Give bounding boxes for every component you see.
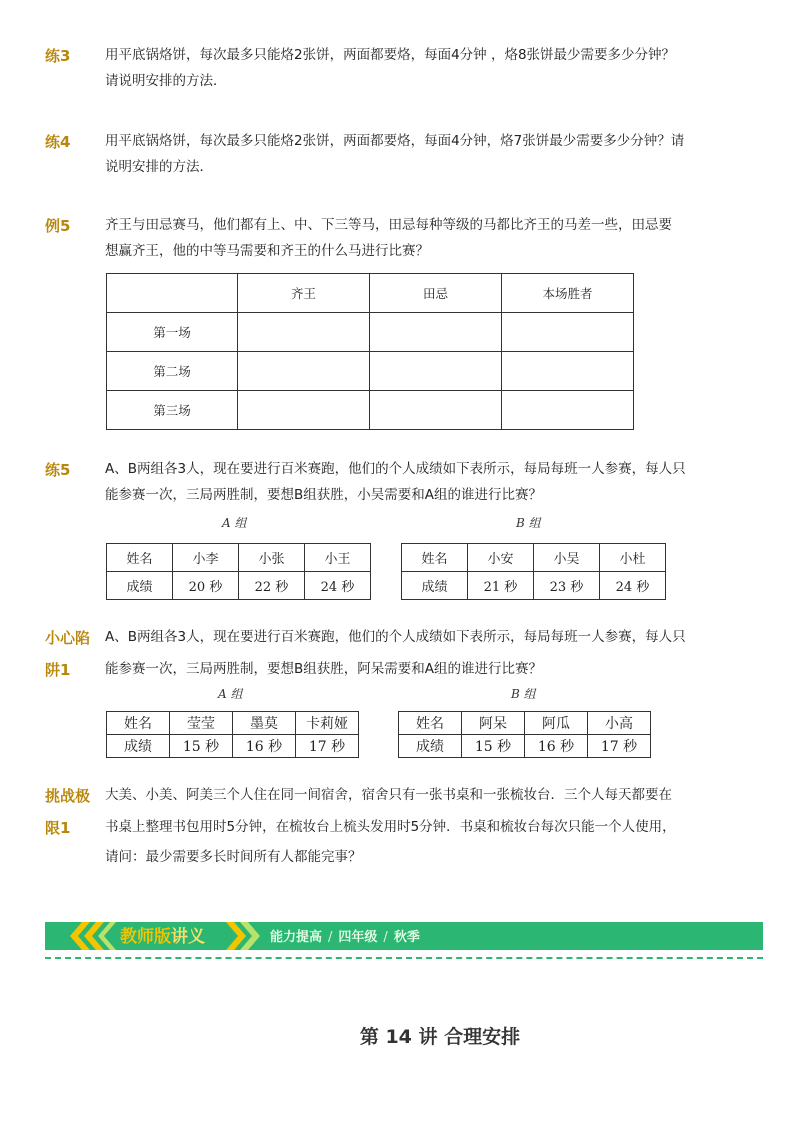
table-cell: 22 秒 — [239, 572, 305, 600]
table-cell: 阿呆 — [462, 712, 525, 735]
text-line: 大美、小美、阿美三个人住在同一间宿舍，宿舍只有一张书桌和一张梳妆台．三个人每天都要在 — [105, 787, 672, 803]
table-cell: 成绩 — [399, 735, 462, 758]
horse-race-table — [106, 273, 634, 430]
table-cell: 小高 — [588, 712, 651, 735]
text-line: A、B两组各3人，现在要进行百米赛跑，他们的个人成绩如下表所示，每局每班一人参赛，每人只 — [105, 461, 686, 477]
table-cell: 小张 — [239, 544, 305, 572]
problem-label: 练3 — [45, 47, 71, 65]
table-cell: 墨莫 — [233, 712, 296, 735]
problem-text — [105, 782, 765, 870]
problem-label: 例5 — [45, 217, 71, 235]
table-cell: 成绩 — [107, 735, 170, 758]
problem-text — [105, 212, 765, 264]
table-cell: 阿瓜 — [525, 712, 588, 735]
row-label: 第一场 — [107, 313, 238, 352]
table-cell: 15 秒 — [462, 735, 525, 758]
table-cell: 小安 — [468, 544, 534, 572]
text-line: 能参赛一次，三局两胜制，要想B组获胜，小吴需要和A组的谁进行比赛？ — [105, 487, 542, 503]
table-header: 本场胜者 — [502, 274, 634, 313]
table-header: 齐王 — [238, 274, 370, 313]
problem-label: 阱1 — [45, 661, 71, 679]
divider — [45, 957, 763, 959]
table-cell — [370, 391, 502, 430]
table-cell: 24 秒 — [305, 572, 371, 600]
table-cell: 姓名 — [107, 712, 170, 735]
breadcrumb-item: 能力提高 — [270, 930, 323, 945]
text-line: 说明安排的方法． — [105, 159, 213, 175]
text-line: 用平底锅烙饼，每次最多只能烙2张饼，两面都要烙，每面4分钟 ，烙8张饼最少需要多少分钟？ — [105, 47, 676, 63]
table-cell: 小吴 — [534, 544, 600, 572]
text-line: 请说明安排的方法． — [105, 73, 227, 89]
text-line: 用平底锅烙饼，每次最多只能烙2张饼，两面都要烙，每面4分钟，烙7张饼最少需要多少分钟？请 — [105, 133, 685, 149]
table-cell: 16 秒 — [525, 735, 588, 758]
banner-title-part: 教师版 — [120, 927, 171, 947]
text-line: A、B两组各3人，现在要进行百米赛跑，他们的个人成绩如下表所示，每局每班一人参赛，每人只 — [105, 629, 686, 645]
table-cell: 16 秒 — [233, 735, 296, 758]
problem-text — [105, 42, 765, 94]
chevron-left-icon — [58, 920, 118, 952]
table-cell: 小李 — [173, 544, 239, 572]
table-cell: 卡莉娅 — [296, 712, 359, 735]
table-caption: A 组 — [218, 687, 243, 701]
table-header: 田忌 — [370, 274, 502, 313]
text-line: 请问：最少需要多长时间所有人都能完事？ — [105, 849, 362, 865]
page-title: 第 14 讲 合理安排 — [359, 1026, 521, 1048]
text-line: 能参赛一次，三局两胜制，要想B组获胜，阿呆需要和A组的谁进行比赛？ — [105, 661, 542, 677]
table-cell: 21 秒 — [468, 572, 534, 600]
table-cell: 17 秒 — [588, 735, 651, 758]
table-cell: 成绩 — [402, 572, 468, 600]
table-cell: 姓名 — [402, 544, 468, 572]
table-cell — [238, 391, 370, 430]
text-line: 想赢齐王，他的中等马需要和齐王的什么马进行比赛？ — [105, 243, 429, 259]
table-cell — [502, 391, 634, 430]
table-cell — [370, 352, 502, 391]
table-cell: 23 秒 — [534, 572, 600, 600]
problem-text — [105, 624, 765, 682]
problem-label: 小心陷 — [45, 629, 91, 647]
table-cell: 莹莹 — [170, 712, 233, 735]
table-cell: 20 秒 — [173, 572, 239, 600]
group-b-table — [401, 543, 666, 600]
problem-text — [105, 128, 765, 180]
group-a-table — [106, 543, 371, 600]
table-header — [107, 274, 238, 313]
text-line: 书桌上整理书包用时5分钟，在梳妆台上梳头发用时5分钟．书桌和梳妆台每次只能一个人使用， — [105, 819, 676, 835]
table-cell: 17 秒 — [296, 735, 359, 758]
table-cell — [238, 313, 370, 352]
table-cell: 姓名 — [107, 544, 173, 572]
table-cell — [502, 352, 634, 391]
banner-title — [120, 926, 205, 948]
problem-label: 挑战极 — [45, 787, 91, 805]
trap-group-a-table — [106, 711, 359, 758]
problem-label: 限1 — [45, 819, 71, 837]
table-cell — [370, 313, 502, 352]
trap-group-b-table — [398, 711, 651, 758]
chevron-right-icon — [222, 920, 266, 952]
problem-label: 练5 — [45, 461, 71, 479]
breadcrumb: 能力提高 / 四年级 / 秋季 — [270, 930, 420, 945]
table-cell — [502, 313, 634, 352]
banner-title-part: 讲义 — [171, 927, 205, 947]
table-caption: B 组 — [511, 687, 536, 701]
table-cell: 小王 — [305, 544, 371, 572]
breadcrumb-item: 秋季 — [393, 930, 420, 945]
table-cell — [238, 352, 370, 391]
problem-label: 练4 — [45, 133, 71, 151]
breadcrumb-item: 四年级 — [338, 930, 378, 945]
table-cell: 姓名 — [399, 712, 462, 735]
table-caption: B 组 — [516, 516, 541, 530]
text-line: 齐王与田忌赛马，他们都有上、中、下三等马，田忌每种等级的马都比齐王的马差一些，田忌要 — [105, 217, 672, 233]
table-caption: A 组 — [222, 516, 247, 530]
table-cell: 24 秒 — [600, 572, 666, 600]
table-cell: 成绩 — [107, 572, 173, 600]
table-cell: 小杜 — [600, 544, 666, 572]
problem-text — [105, 456, 765, 508]
table-cell: 15 秒 — [170, 735, 233, 758]
row-label: 第三场 — [107, 391, 238, 430]
row-label: 第二场 — [107, 352, 238, 391]
